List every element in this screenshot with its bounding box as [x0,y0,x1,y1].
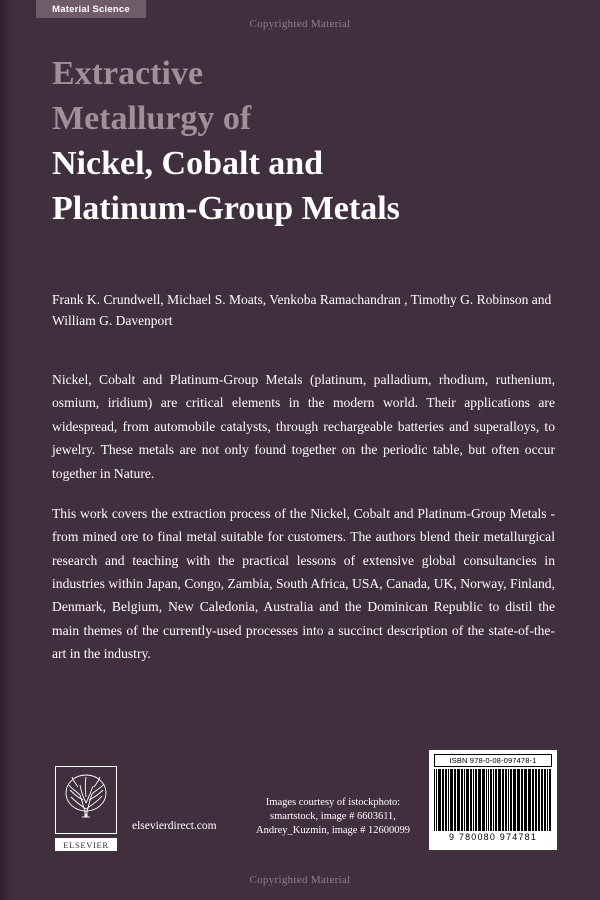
tree-figure-icon [56,767,116,833]
image-credit: Images courtesy of istockphoto: smartstock, image # 6603611, Andrey_Kuzmin, image # 12600099 [256,797,410,837]
barcode-digits: 9 780080 974781 [448,832,538,842]
elsevier-logo [55,766,117,851]
copyright-watermark-bottom: Copyrighted Material [249,874,351,886]
isbn-label: ISBN 978-0-08-097478-1 [434,754,552,767]
blurb-paragraph-1: Nickel, Cobalt and Platinum-Group Metals (platinum, palladium, rhodium, ruthenium, osmium, iridium) are critical elements in the modern world. Their applications are widespread, from automobile catalysts, through rechargeable batteries and superalloys, to jewelry. These metals are not only found together on the periodic table, but often occur together in Nature. [52,372,555,481]
elsevier-wordmark: ELSEVIER [55,838,117,851]
title-line-1-text: Extractive [52,55,204,92]
title-line-2 [52,97,552,142]
author-list: Frank K. Crundwell, Michael S. Moats, Venkoba Ramachandran , Timothy G. Robinson and William G. Davenport [52,292,552,328]
series-tab: Material Science [36,0,146,18]
title-line-3 [52,142,552,187]
elsevier-tree-icon [55,766,117,834]
barcode [429,750,557,850]
title-line-1 [52,52,552,97]
title-line-2-text: Metallurgy of [52,99,252,137]
spine-shading [0,0,14,900]
copyright-watermark-top: Copyrighted Material [249,18,351,30]
title-line-4 [52,187,552,232]
barcode-bars [434,769,552,831]
blurb-paragraph-2: This work covers the extraction process of the Nickel, Cobalt and Platinum-Group Metals - from mined ore to final metal suitable for customers. The authors blend their metallurgical research and teaching with the practical lessons of extensive global consultancies in industries within Japan, Congo, Zambia, South Africa, USA, Canada, UK, Norway, Finland, Denmark, Belgium, New Caledonia, Australia and the Dominican Republic to distil the main themes of the currently-used processes into a succinct description of the state-of-the-art in the industry. [52,505,555,662]
publisher-url[interactable]: elsevierdirect.com [132,820,217,832]
back-cover-blurb [52,368,555,683]
title-line-4-text: Platinum-Group Metals [52,189,400,227]
book-title [52,52,552,232]
title-line-3-text: Nickel, Cobalt and [52,144,324,182]
